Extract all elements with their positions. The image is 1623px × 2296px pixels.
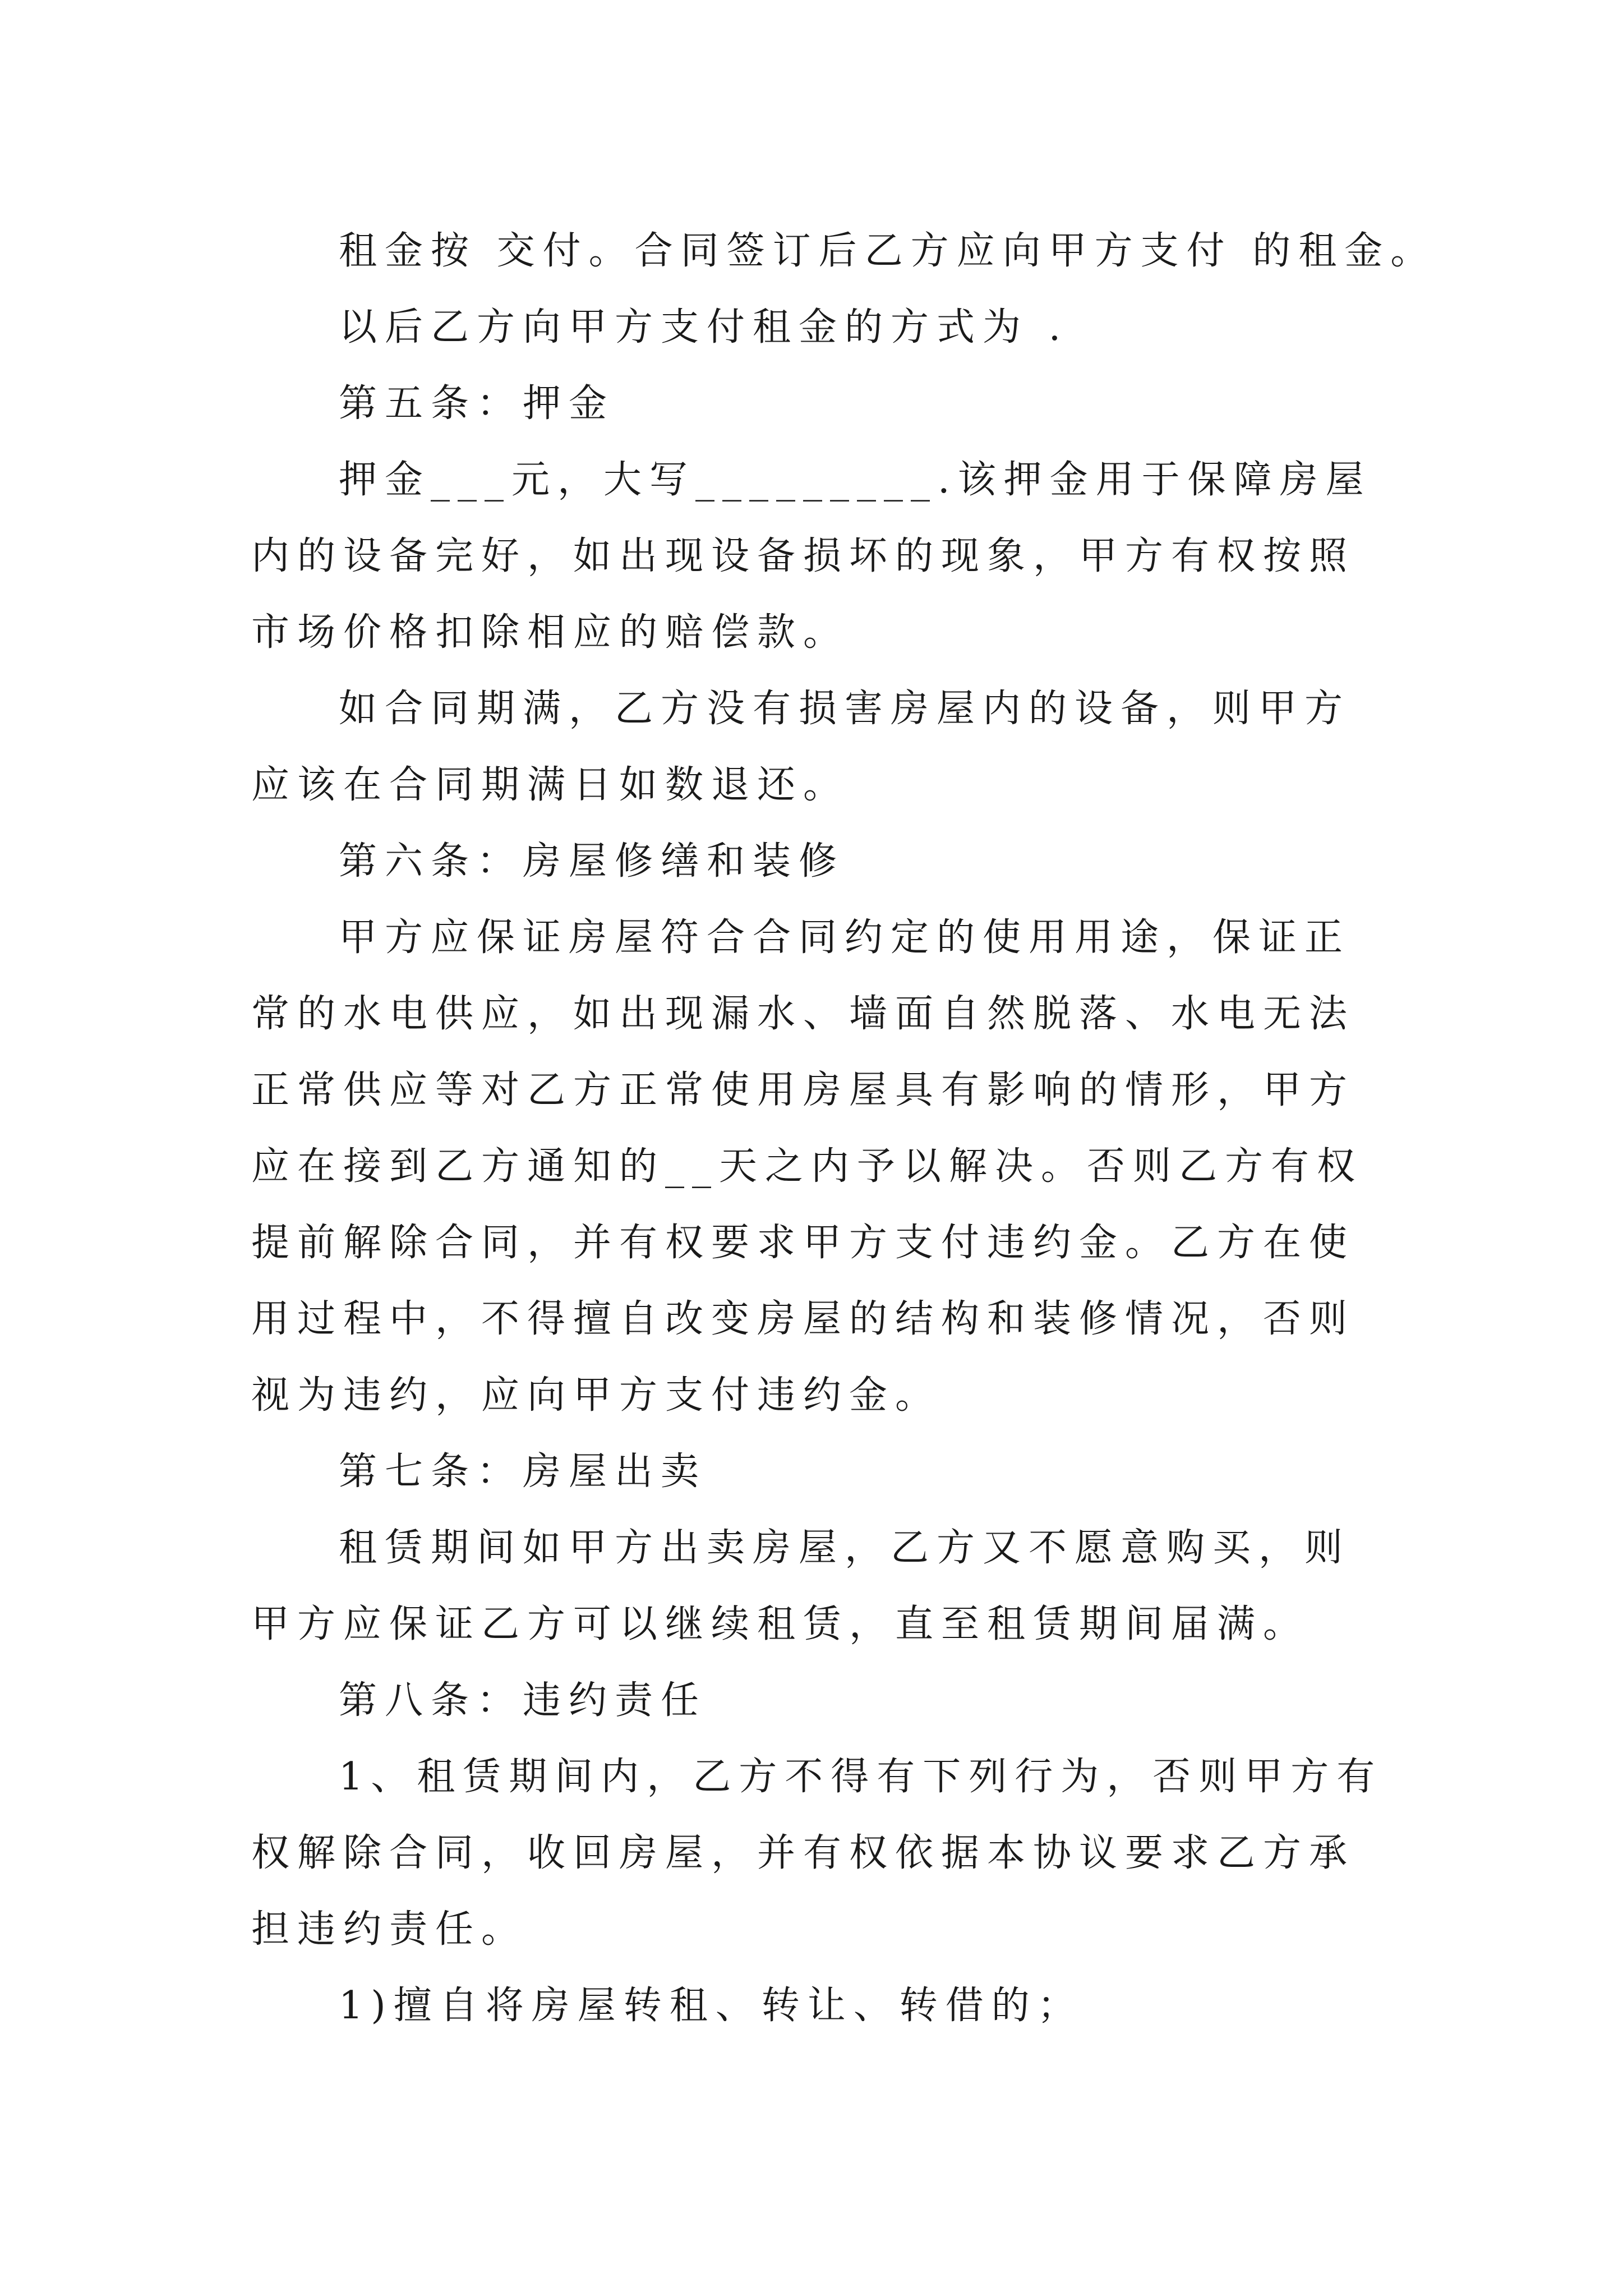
document-body <box>251 213 1437 2044</box>
paragraph-deposit-refund: 如合同期满，乙方没有损害房屋内的设备，则甲方应该在合同期满日如数退还。 <box>251 687 1351 807</box>
paragraph-house-sale: 租赁期间如甲方出卖房屋，乙方又不愿意购买，则甲方应保证乙方可以继续租赁，直至租赁期间届满。 <box>251 1526 1351 1646</box>
heading-article-7: 第七条：房屋出卖 <box>339 1450 707 1494</box>
paragraph-rent-payment: 租金按 交付。合同签订后乙方应向甲方支付 的租金。 <box>339 229 1437 273</box>
paragraph-repairs: 甲方应保证房屋符合合同约定的使用用途，保证正常的水电供应，如出现漏水、墙面自然脱落、水电无法正常供应等对乙方正常使用房屋具有影响的情形，甲方应在接到乙方通知的__天之内予以解决。否则乙方有权提前解除合同，并有权要求甲方支付违约金。乙方在使用过程中，不得擅自改变房屋的结构和装修情况，否则视为违约，应向甲方支付违约金。 <box>251 915 1363 1418</box>
paragraph-liability-1: 1、租赁期间内，乙方不得有下列行为，否则甲方有权解除合同，收回房屋，并有权依据本协议要求乙方承担违约责任。 <box>251 1755 1383 1952</box>
paragraph-payment-method: 以后乙方向甲方支付租金的方式为 . <box>339 305 1069 349</box>
paragraph-deposit: 押金___元，大写_________.该押金用于保障房屋内的设备完好，如出现设备损坏的现象，甲方有权按照市场价格扣除相应的赔偿款。 <box>251 458 1372 655</box>
heading-article-8: 第八条：违约责任 <box>339 1678 707 1723</box>
paragraph-liability-item-1: 1)擅自将房屋转租、转让、转借的； <box>339 1984 1083 2028</box>
heading-article-5: 第五条：押金 <box>339 381 615 426</box>
heading-article-6: 第六条：房屋修缮和装修 <box>339 839 845 884</box>
